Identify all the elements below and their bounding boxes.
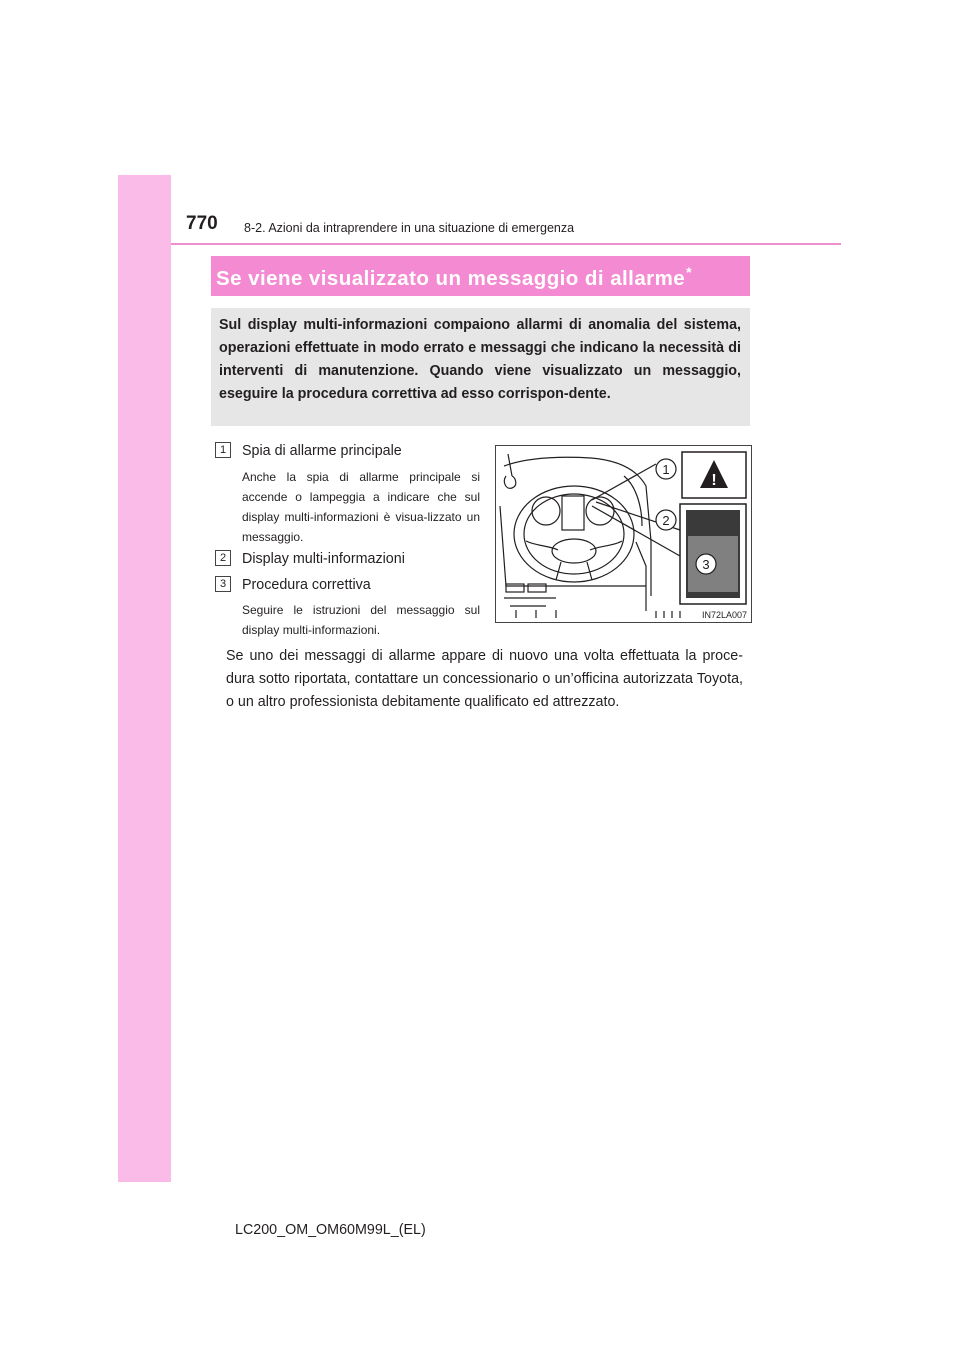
dashboard-illustration (495, 445, 752, 623)
intro-text: Sul display multi-informazioni compaiono allarmi di anomalia del sistema, operazioni effettuate in modo errato e messaggi che indicano la necessità di interventi di manutenzione. Quando viene visualizzato un messaggio, eseguire la procedura correttiva ad esso corrispon-dente. (219, 317, 741, 402)
warning-exclamation: ! (711, 472, 717, 489)
figure-callout-1: 1 (662, 462, 670, 477)
heading-title-text: Se viene visualizzato un messaggio di allarme (216, 266, 686, 290)
item-title-2: Display multi-informazioni (242, 551, 405, 567)
item-description-1: Anche la spia di allarme principale si accende o lampeggia a indicare che sul display multi-informazioni è visua-lizzato un messaggio. (242, 470, 480, 544)
item-title-3: Procedura correttiva (242, 577, 371, 593)
item-number-3: 3 (215, 576, 231, 592)
side-band (118, 175, 171, 1182)
figure-callout-2: 2 (662, 513, 670, 528)
footer-code: LC200_OM_OM60M99L_(EL) (235, 1222, 426, 1238)
dashboard-drawing (496, 446, 751, 622)
item-number-2: 2 (215, 550, 231, 566)
item-title-1: Spia di allarme principale (242, 443, 402, 459)
page-number: 770 (186, 213, 218, 234)
figure-code: IN72LA007 (701, 610, 747, 620)
body-paragraph: Se uno dei messaggi di allarme appare di nuovo una volta effettuata la proce-dura sotto riportata, contattare un concessionario o un’officina autorizzata Toyota, o un altro professionista debitamente qualificato ed attrezzato. (226, 648, 743, 710)
section-title: 8-2. Azioni da intraprendere in una situazione di emergenza (244, 221, 575, 235)
figure-callout-3: 3 (702, 557, 710, 572)
heading-title (216, 264, 692, 291)
header-rule (171, 243, 841, 245)
item-number-1: 1 (215, 442, 231, 458)
heading-asterisk: * (686, 264, 693, 280)
item-description-3: Seguire le istruzioni del messaggio sul display multi-informazioni. (242, 603, 480, 637)
